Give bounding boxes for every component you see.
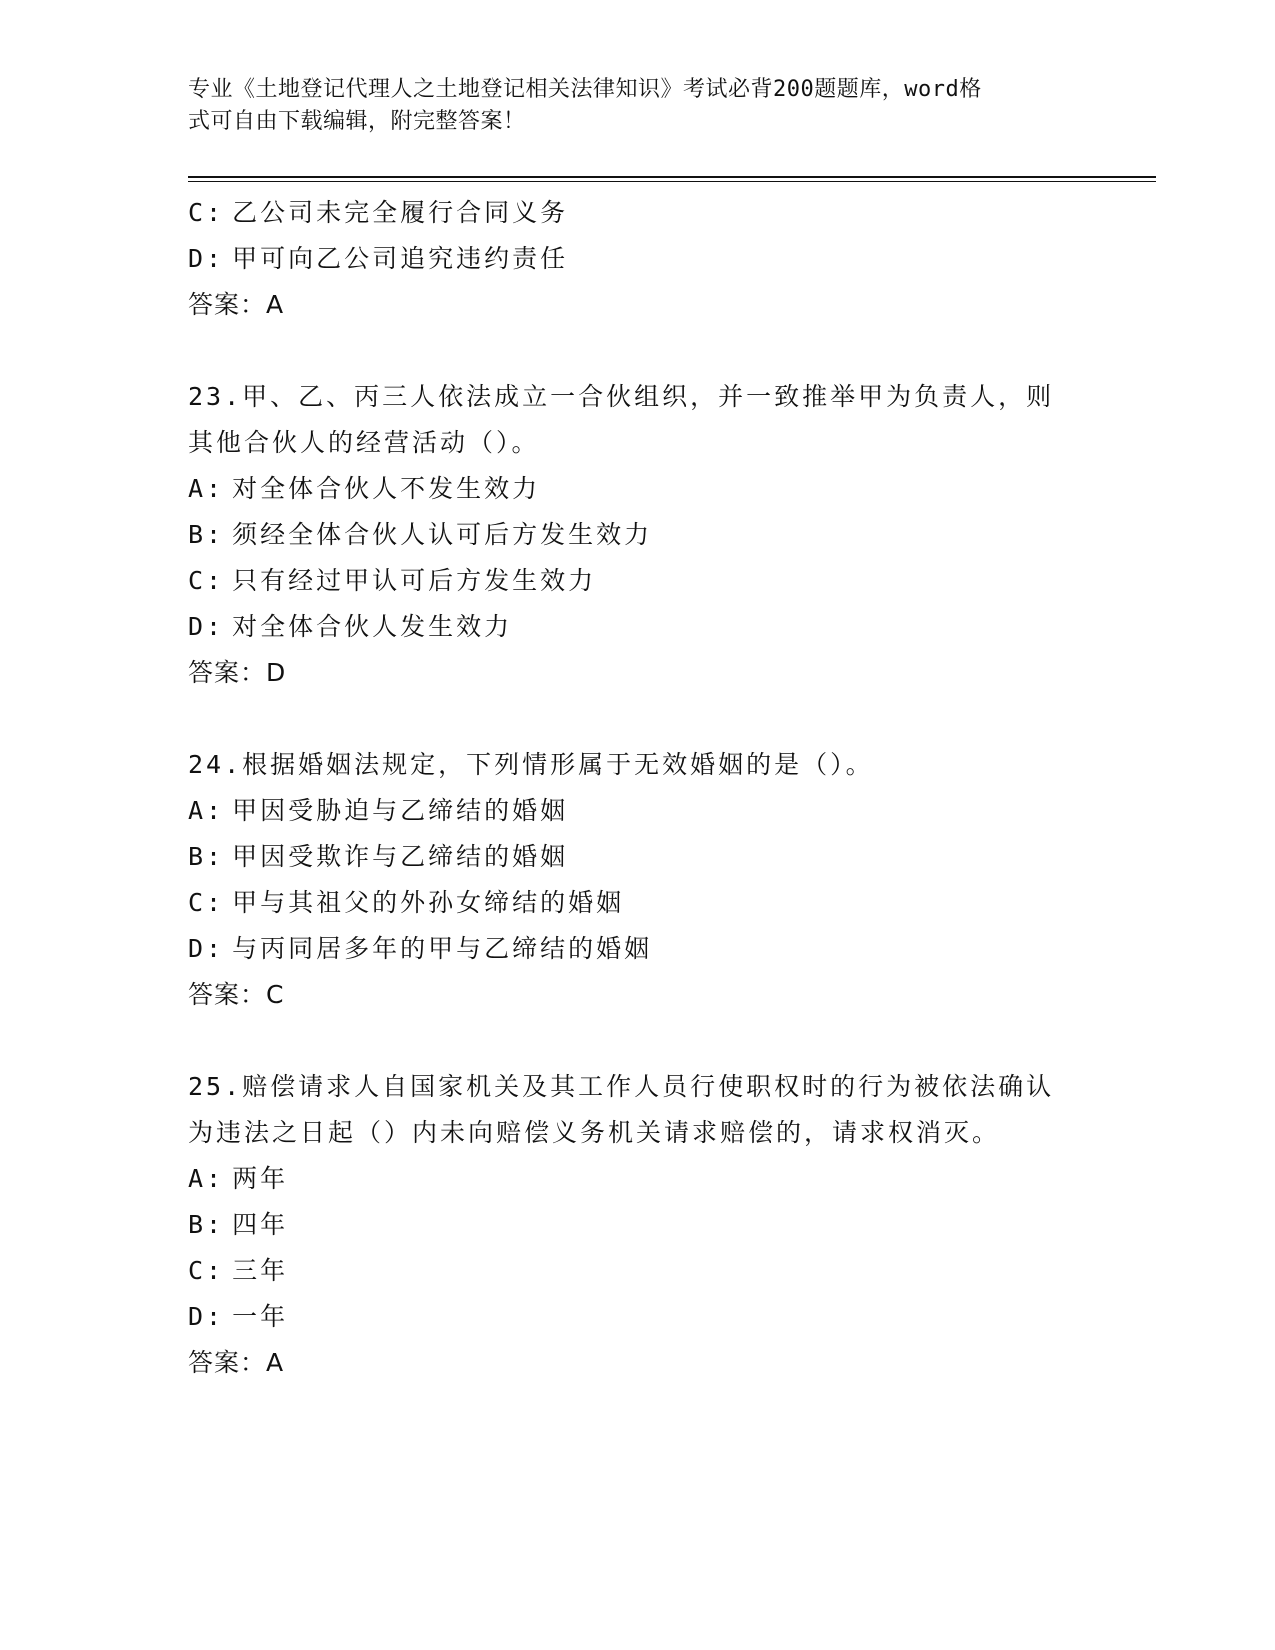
option-label: D: — [188, 244, 225, 273]
option-text: 对全体合伙人不发生效力 — [232, 474, 541, 503]
answer-line: 答案：A — [188, 290, 285, 319]
option-label: C: — [188, 566, 225, 595]
option-text: 甲可向乙公司追究违约责任 — [232, 244, 569, 273]
option-text: 三年 — [232, 1256, 289, 1285]
carryover-block — [188, 190, 1088, 328]
option-label: D: — [188, 1302, 225, 1331]
option-c — [188, 1248, 1088, 1294]
option-label: B: — [188, 1210, 225, 1239]
answer-line: 答案：C — [188, 980, 285, 1009]
option-d — [188, 926, 1088, 972]
option-label: D: — [188, 934, 225, 963]
header-divider-thin — [188, 181, 1156, 182]
question-24 — [188, 742, 1088, 1018]
option-c — [188, 880, 1088, 926]
option-c — [188, 558, 1088, 604]
header-divider-thick — [188, 176, 1156, 178]
question-stem: 25.赔偿请求人自国家机关及其工作人员行使职权时的行为被依法确认 — [188, 1072, 1055, 1101]
option-b — [188, 512, 1088, 558]
option-label: C: — [188, 888, 225, 917]
option-text: 甲与其祖父的外孙女缔结的婚姻 — [232, 888, 625, 917]
option-text: 与丙同居多年的甲与乙缔结的婚姻 — [232, 934, 653, 963]
option-label: A: — [188, 796, 225, 825]
option-text: 四年 — [232, 1210, 289, 1239]
option-label: B: — [188, 520, 225, 549]
header-line-2: 式可自由下载编辑，附完整答案！ — [188, 109, 526, 134]
question-content — [188, 190, 1088, 1386]
option-text: 乙公司未完全履行合同义务 — [232, 198, 569, 227]
option-a — [188, 788, 1088, 834]
option-d — [188, 1294, 1088, 1340]
option-c — [188, 190, 1088, 236]
option-text: 对全体合伙人发生效力 — [232, 612, 513, 641]
option-b — [188, 1202, 1088, 1248]
option-a — [188, 1156, 1088, 1202]
document-header — [188, 74, 1068, 138]
option-label: C: — [188, 198, 225, 227]
spacer — [188, 328, 1088, 374]
question-stem: 24.根据婚姻法规定，下列情形属于无效婚姻的是（）。 — [188, 750, 874, 779]
answer-line: 答案：D — [188, 658, 287, 687]
option-d — [188, 604, 1088, 650]
question-23 — [188, 374, 1088, 696]
option-text: 须经全体合伙人认可后方发生效力 — [232, 520, 653, 549]
spacer — [188, 1018, 1088, 1064]
option-label: B: — [188, 842, 225, 871]
question-25 — [188, 1064, 1088, 1386]
option-label: C: — [188, 1256, 225, 1285]
option-text: 甲因受欺诈与乙缔结的婚姻 — [232, 842, 569, 871]
question-stem: 23.甲、乙、丙三人依法成立一合伙组织，并一致推举甲为负责人，则 — [188, 382, 1055, 411]
question-stem: 其他合伙人的经营活动（）。 — [188, 428, 540, 457]
header-line-1: 专业《土地登记代理人之土地登记相关法律知识》考试必背200题题库，word格 — [188, 77, 982, 102]
question-stem: 为违法之日起（）内未向赔偿义务机关请求赔偿的，请求权消灭。 — [188, 1118, 1001, 1147]
option-text: 只有经过甲认可后方发生效力 — [232, 566, 597, 595]
option-label: D: — [188, 612, 225, 641]
answer-line: 答案：A — [188, 1348, 285, 1377]
option-text: 一年 — [232, 1302, 289, 1331]
option-text: 甲因受胁迫与乙缔结的婚姻 — [232, 796, 569, 825]
option-label: A: — [188, 1164, 225, 1193]
spacer — [188, 696, 1088, 742]
option-label: A: — [188, 474, 225, 503]
option-text: 两年 — [232, 1164, 289, 1193]
option-d — [188, 236, 1088, 282]
option-b — [188, 834, 1088, 880]
option-a — [188, 466, 1088, 512]
